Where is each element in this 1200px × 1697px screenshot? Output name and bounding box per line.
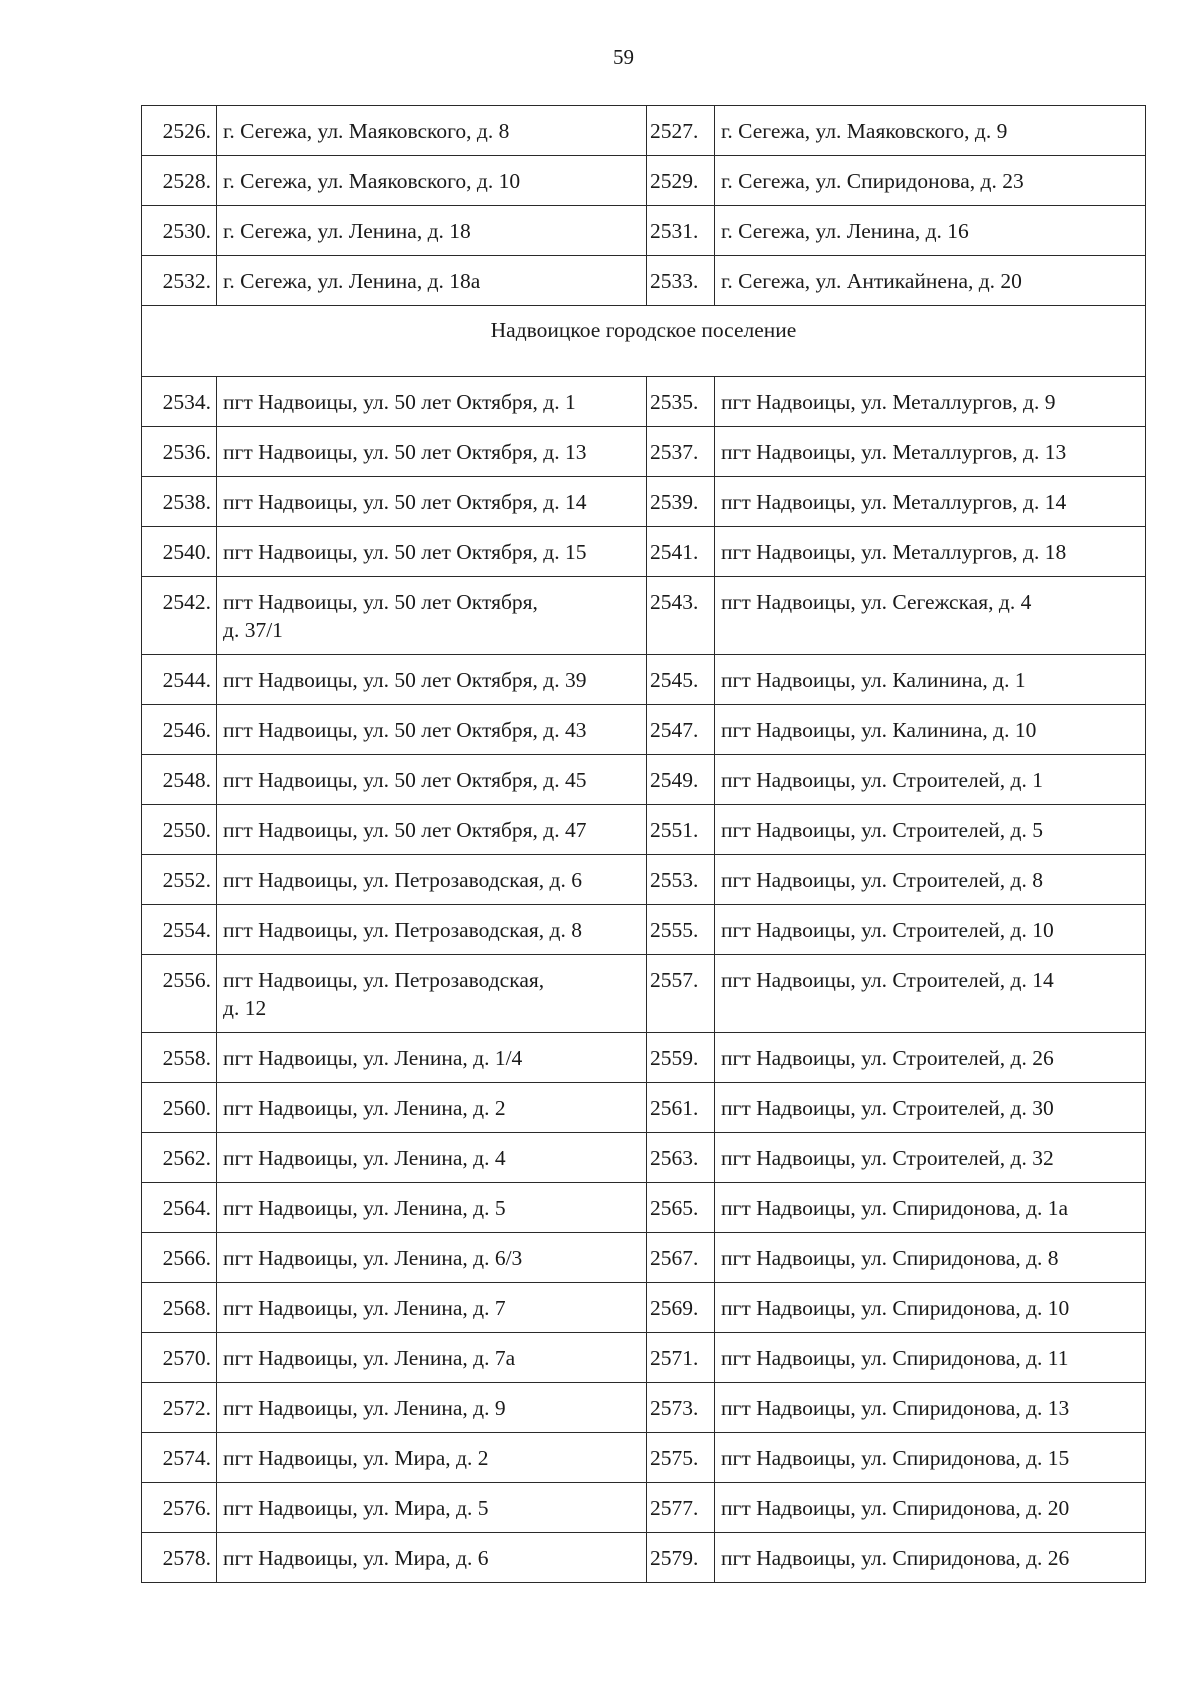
- item-number: 2545.: [647, 655, 715, 705]
- table-row: [142, 206, 1146, 256]
- table-row: [142, 1383, 1146, 1433]
- item-number: 2551.: [647, 805, 715, 855]
- address-cell: пгт Надвоицы, ул. Ленина, д. 1/4: [217, 1033, 647, 1083]
- item-number: 2555.: [647, 905, 715, 955]
- address-line-continued: д. 37/1: [223, 618, 283, 642]
- address-cell: пгт Надвоицы, ул. Спиридонова, д. 20: [715, 1483, 1146, 1533]
- address-cell: пгт Надвоицы, ул. 50 лет Октября, д. 45: [217, 755, 647, 805]
- address-cell: пгт Надвоицы, ул. Строителей, д. 1: [715, 755, 1146, 805]
- item-number: 2540.: [142, 527, 217, 577]
- table-row: [142, 106, 1146, 156]
- address-cell: пгт Надвоицы, ул. Ленина, д. 5: [217, 1183, 647, 1233]
- address-cell: пгт Надвоицы, ул. 50 лет Октября, д. 14: [217, 477, 647, 527]
- item-number: 2579.: [647, 1533, 715, 1583]
- address-cell: пгт Надвоицы, ул. Спиридонова, д. 10: [715, 1283, 1146, 1333]
- address-table-body: [142, 106, 1146, 1583]
- address-cell: пгт Надвоицы, ул. Металлургов, д. 14: [715, 477, 1146, 527]
- table-row: [142, 1183, 1146, 1233]
- address-cell: пгт Надвоицы, ул. Строителей, д. 14: [715, 955, 1146, 1033]
- table-row: [142, 905, 1146, 955]
- item-number: 2544.: [142, 655, 217, 705]
- table-row: [142, 527, 1146, 577]
- table-row: [142, 1283, 1146, 1333]
- item-number: 2556.: [142, 955, 217, 1033]
- item-number: 2559.: [647, 1033, 715, 1083]
- item-number: 2536.: [142, 427, 217, 477]
- item-number: 2561.: [647, 1083, 715, 1133]
- address-cell: пгт Надвоицы, ул. Металлургов, д. 9: [715, 377, 1146, 427]
- address-cell: пгт Надвоицы, ул. Петрозаводская, д. 8: [217, 905, 647, 955]
- address-cell: [217, 955, 647, 1033]
- address-cell: пгт Надвоицы, ул. Ленина, д. 7: [217, 1283, 647, 1333]
- item-number: 2571.: [647, 1333, 715, 1383]
- table-row: [142, 156, 1146, 206]
- address-line: пгт Надвоицы, ул. 50 лет Октября,: [223, 590, 538, 614]
- address-cell: пгт Надвоицы, ул. Спиридонова, д. 15: [715, 1433, 1146, 1483]
- address-cell: пгт Надвоицы, ул. Ленина, д. 6/3: [217, 1233, 647, 1283]
- item-number: 2560.: [142, 1083, 217, 1133]
- address-cell: пгт Надвоицы, ул. Петрозаводская, д. 6: [217, 855, 647, 905]
- item-number: 2568.: [142, 1283, 217, 1333]
- address-cell: пгт Надвоицы, ул. 50 лет Октября, д. 39: [217, 655, 647, 705]
- item-number: 2574.: [142, 1433, 217, 1483]
- address-cell: пгт Надвоицы, ул. Спиридонова, д. 8: [715, 1233, 1146, 1283]
- address-cell: [217, 577, 647, 655]
- item-number: 2543.: [647, 577, 715, 655]
- table-row: [142, 1333, 1146, 1383]
- page-number: 59: [613, 45, 634, 69]
- item-number: 2532.: [142, 256, 217, 306]
- address-cell: г. Сегежа, ул. Ленина, д. 18а: [217, 256, 647, 306]
- address-cell: г. Сегежа, ул. Маяковского, д. 8: [217, 106, 647, 156]
- item-number: 2531.: [647, 206, 715, 256]
- item-number: 2552.: [142, 855, 217, 905]
- item-number: 2542.: [142, 577, 217, 655]
- item-number: 2575.: [647, 1433, 715, 1483]
- address-cell: пгт Надвоицы, ул. Спиридонова, д. 11: [715, 1333, 1146, 1383]
- table-row: [142, 477, 1146, 527]
- item-number: 2576.: [142, 1483, 217, 1533]
- item-number: 2563.: [647, 1133, 715, 1183]
- item-number: 2538.: [142, 477, 217, 527]
- table-row: [142, 655, 1146, 705]
- address-cell: пгт Надвоицы, ул. Ленина, д. 7а: [217, 1333, 647, 1383]
- table-row: [142, 1233, 1146, 1283]
- table-row: [142, 805, 1146, 855]
- address-cell: пгт Надвоицы, ул. Ленина, д. 9: [217, 1383, 647, 1433]
- address-cell: пгт Надвоицы, ул. Мира, д. 5: [217, 1483, 647, 1533]
- address-cell: пгт Надвоицы, ул. Мира, д. 2: [217, 1433, 647, 1483]
- item-number: 2573.: [647, 1383, 715, 1433]
- address-table: [141, 105, 1146, 1583]
- address-cell: пгт Надвоицы, ул. Спиридонова, д. 13: [715, 1383, 1146, 1433]
- address-cell: пгт Надвоицы, ул. Ленина, д. 2: [217, 1083, 647, 1133]
- item-number: 2526.: [142, 106, 217, 156]
- item-number: 2541.: [647, 527, 715, 577]
- item-number: 2553.: [647, 855, 715, 905]
- item-number: 2564.: [142, 1183, 217, 1233]
- address-cell: пгт Надвоицы, ул. Сегежская, д. 4: [715, 577, 1146, 655]
- address-cell: пгт Надвоицы, ул. 50 лет Октября, д. 13: [217, 427, 647, 477]
- address-cell: пгт Надвоицы, ул. Калинина, д. 1: [715, 655, 1146, 705]
- item-number: 2534.: [142, 377, 217, 427]
- item-number: 2557.: [647, 955, 715, 1033]
- table-row: [142, 577, 1146, 655]
- item-number: 2572.: [142, 1383, 217, 1433]
- item-number: 2578.: [142, 1533, 217, 1583]
- item-number: 2547.: [647, 705, 715, 755]
- address-cell: г. Сегежа, ул. Антикайнена, д. 20: [715, 256, 1146, 306]
- item-number: 2570.: [142, 1333, 217, 1383]
- item-number: 2577.: [647, 1483, 715, 1533]
- table-row: [142, 427, 1146, 477]
- table-row: [142, 1533, 1146, 1583]
- address-cell: пгт Надвоицы, ул. Строителей, д. 5: [715, 805, 1146, 855]
- address-cell: пгт Надвоицы, ул. Строителей, д. 10: [715, 905, 1146, 955]
- address-cell: пгт Надвоицы, ул. Металлургов, д. 13: [715, 427, 1146, 477]
- item-number: 2548.: [142, 755, 217, 805]
- item-number: 2558.: [142, 1033, 217, 1083]
- address-cell: пгт Надвоицы, ул. Металлургов, д. 18: [715, 527, 1146, 577]
- table-row: [142, 955, 1146, 1033]
- section-header-row: [142, 306, 1146, 377]
- address-cell: пгт Надвоицы, ул. Строителей, д. 32: [715, 1133, 1146, 1183]
- address-line: пгт Надвоицы, ул. Петрозаводская,: [223, 968, 545, 992]
- item-number: 2527.: [647, 106, 715, 156]
- item-number: 2529.: [647, 156, 715, 206]
- address-cell: пгт Надвоицы, ул. 50 лет Октября, д. 1: [217, 377, 647, 427]
- address-line-continued: д. 12: [223, 996, 267, 1020]
- item-number: 2528.: [142, 156, 217, 206]
- address-cell: пгт Надвоицы, ул. 50 лет Октября, д. 47: [217, 805, 647, 855]
- item-number: 2567.: [647, 1233, 715, 1283]
- address-cell: г. Сегежа, ул. Ленина, д. 16: [715, 206, 1146, 256]
- item-number: 2539.: [647, 477, 715, 527]
- table-row: [142, 1083, 1146, 1133]
- address-cell: пгт Надвоицы, ул. Спиридонова, д. 1а: [715, 1183, 1146, 1233]
- item-number: 2546.: [142, 705, 217, 755]
- table-row: [142, 256, 1146, 306]
- address-cell: пгт Надвоицы, ул. Строителей, д. 8: [715, 855, 1146, 905]
- address-cell: пгт Надвоицы, ул. Мира, д. 6: [217, 1533, 647, 1583]
- address-cell: пгт Надвоицы, ул. Калинина, д. 10: [715, 705, 1146, 755]
- table-row: [142, 377, 1146, 427]
- address-cell: пгт Надвоицы, ул. 50 лет Октября, д. 43: [217, 705, 647, 755]
- item-number: 2549.: [647, 755, 715, 805]
- address-cell: г. Сегежа, ул. Ленина, д. 18: [217, 206, 647, 256]
- address-cell: пгт Надвоицы, ул. Ленина, д. 4: [217, 1133, 647, 1183]
- item-number: 2566.: [142, 1233, 217, 1283]
- section-title: Надвоицкое городское поселение: [142, 306, 1146, 377]
- item-number: 2530.: [142, 206, 217, 256]
- table-row: [142, 855, 1146, 905]
- table-row: [142, 1133, 1146, 1183]
- table-row: [142, 1483, 1146, 1533]
- address-cell: г. Сегежа, ул. Маяковского, д. 10: [217, 156, 647, 206]
- address-cell: пгт Надвоицы, ул. Спиридонова, д. 26: [715, 1533, 1146, 1583]
- table-row: [142, 1033, 1146, 1083]
- item-number: 2565.: [647, 1183, 715, 1233]
- item-number: 2562.: [142, 1133, 217, 1183]
- address-cell: пгт Надвоицы, ул. Строителей, д. 26: [715, 1033, 1146, 1083]
- item-number: 2535.: [647, 377, 715, 427]
- address-cell: пгт Надвоицы, ул. 50 лет Октября, д. 15: [217, 527, 647, 577]
- item-number: 2550.: [142, 805, 217, 855]
- address-cell: г. Сегежа, ул. Спиридонова, д. 23: [715, 156, 1146, 206]
- table-row: [142, 755, 1146, 805]
- table-row: [142, 1433, 1146, 1483]
- table-row: [142, 705, 1146, 755]
- item-number: 2554.: [142, 905, 217, 955]
- item-number: 2537.: [647, 427, 715, 477]
- item-number: 2569.: [647, 1283, 715, 1333]
- address-cell: г. Сегежа, ул. Маяковского, д. 9: [715, 106, 1146, 156]
- item-number: 2533.: [647, 256, 715, 306]
- address-cell: пгт Надвоицы, ул. Строителей, д. 30: [715, 1083, 1146, 1133]
